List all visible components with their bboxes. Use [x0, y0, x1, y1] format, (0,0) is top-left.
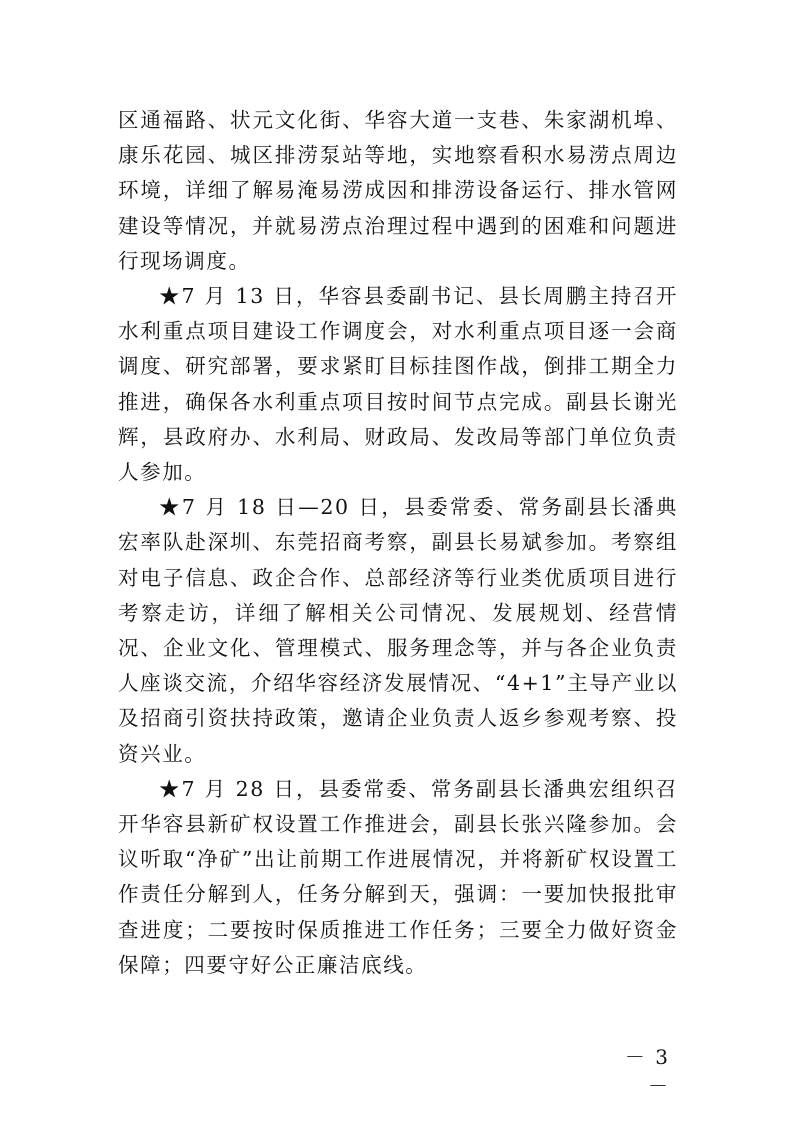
paragraph-jul-13: ★7 月 13 日，华容县委副书记、县长周鹏主持召开水利重点项目建设工作调度会，对水利重点项目逐一会商调度、研究部署，要求紧盯目标挂图作战，倒排工期全力推进，确保各水利重点项目按时间节点完成。副县长谢光辉，县政府办、水利局、财政局、发改局等部门单位负责人参加。	[118, 284, 678, 485]
paragraph-jul-28: ★7 月 28 日，县委常委、常务副县长潘典宏组织召开华容县新矿权设置工作推进会，副县长张兴隆参加。会议听取“净矿”出让前期工作进展情况，并将新矿权设置工作责任分解到人，任务分解到天，强调：一要加快报批审查进度；二要按时保质推进工作任务；三要全力做好资金保障；四要守好公正廉洁底线。	[118, 776, 678, 977]
document-body	[118, 103, 678, 983]
paragraph-jul-18-20: ★7 月 18 日—20 日，县委常委、常务副县长潘典宏率队赴深圳、东莞招商考察，副县长易斌参加。考察组对电子信息、政企合作、总部经济等行业类优质项目进行考察走访，详细了解相关公司情况、发展规划、经营情况、企业文化、管理模式、服务理念等，并与各企业负责人座谈交流，介绍华容经济发展情况、“4+1”主导产业以及招商引资扶持政策，邀请企业负责人返乡参观考察、投资兴业。	[118, 495, 678, 766]
page-number: － 3 －	[624, 1045, 670, 1098]
paragraph-continuation: 区通福路、状元文化街、华容大道一支巷、朱家湖机埠、康乐花园、城区排涝泵站等地，实地察看积水易涝点周边环境，详细了解易淹易涝成因和排涝设备运行、排水管网建设等情况，并就易涝点治理过程中遇到的困难和问题进行现场调度。	[118, 108, 678, 273]
